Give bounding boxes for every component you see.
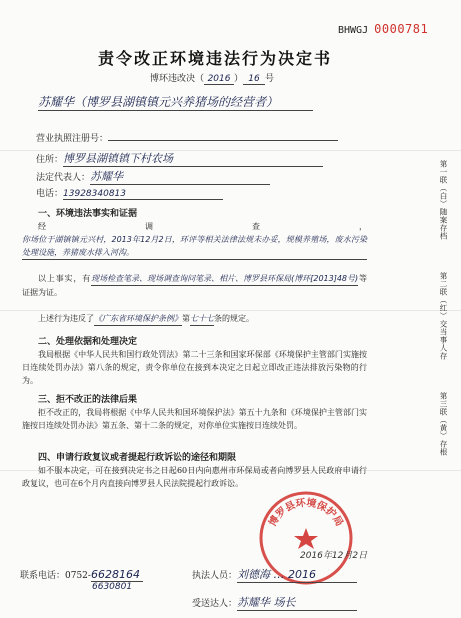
section-3-heading: 三、拒不改正的法律后果	[38, 395, 138, 405]
facts-text: 你场位于湖镇镇元兴村，2013年12月2日，环评等相关法律法规未办妥，规模养殖场，废水污染处理设施，养猪废水排入河沟。	[22, 233, 367, 260]
violation-article: 七十七	[190, 312, 214, 326]
recipient-row	[192, 594, 357, 611]
contact-phone	[20, 568, 143, 582]
serial-digits: 0000781	[374, 22, 429, 36]
phone-value: 13928340813	[63, 189, 223, 200]
violation-law: 《广东省环境保护条例》	[94, 312, 182, 326]
section-2-heading: 二、处理依据和处理决定	[38, 337, 138, 347]
license-row	[36, 131, 338, 144]
evidence-end: 等证据为证。	[22, 274, 368, 297]
violation-end: 条的规定。	[214, 314, 254, 323]
serial-prefix: BHWGJ	[338, 25, 369, 36]
doc-no-year: 2016	[204, 74, 234, 85]
violation-start: 上述行为违反了	[38, 314, 94, 323]
contact-label: 联系电话：0752-	[20, 571, 91, 581]
representative-value: 苏耀华	[90, 168, 270, 185]
recipient-label: 受送达人：	[192, 599, 238, 609]
address-row	[36, 150, 323, 167]
address-value: 博罗县湖镇镇下村农场	[63, 150, 323, 167]
doc-no-mid: ）	[234, 74, 244, 84]
seal-date: 2016年12月2日	[300, 551, 368, 561]
doc-no-suffix: 号	[265, 74, 275, 84]
section-4-text	[22, 464, 367, 490]
side-copy-2: 第二联（红）交当事人存	[439, 272, 448, 360]
executor-row	[192, 566, 357, 583]
phone-label: 电话：	[36, 189, 64, 199]
section-1-violation	[22, 312, 367, 326]
section-4-heading: 四、申请行政复议或者提起行政诉讼的途径和期限	[38, 453, 237, 463]
facts-label: 经调查，	[38, 222, 367, 231]
section-4-body: 如不服本决定，可在接到决定书之日起60日内向惠州市环保局或者向博罗县人民政府申请行政复议，也可在6个月内直接向博罗县人民法院提起行政诉讼。	[22, 466, 367, 488]
side-copy-1: 第一联（白）随案存档	[439, 160, 448, 240]
serial-number	[338, 22, 428, 36]
violation-mid: 第	[182, 314, 190, 323]
license-label: 营业执照注册号：	[36, 134, 109, 144]
section-1-heading: 一、环境违法事实和证据	[38, 209, 138, 219]
contact-phone-1: 6628164	[91, 568, 143, 582]
section-2-body: 我局根据《中华人民共和国行政处罚法》第二十三条和国家环保部《环境保护主管部门实施按日连续处罚办法》第八条的规定，责令你单位在接到本决定之日起立即改正违法排放污染物的行为。	[22, 350, 367, 385]
contact-phone-2: 6630801	[92, 582, 133, 592]
address-label: 住所：	[36, 155, 64, 165]
section-1-evidence	[22, 272, 367, 299]
executor-signature: 刘德海 … 2016	[237, 566, 357, 583]
evidence-text: 现场检查笔录、现场调查询问笔录、相片、博罗县环保局(博环[2013]48号)	[91, 272, 358, 286]
representative-label: 法定代表人：	[36, 173, 91, 183]
side-copy-3: 第三联（黄）存根	[439, 392, 448, 456]
section-1-facts	[22, 220, 367, 260]
doc-no-num: 16	[243, 74, 265, 85]
phone-row	[36, 186, 223, 200]
doc-no-prefix: 博环违改决（	[150, 74, 205, 84]
seal-text: 博罗县环境保护局	[267, 497, 345, 529]
license-value	[108, 140, 338, 141]
party-name: 苏耀华（博罗县湖镇镇元兴养猪场的经营者）	[38, 93, 313, 111]
representative-row	[36, 168, 270, 185]
document-title: 责令改正环境违法行为决定书	[97, 49, 332, 68]
svg-text:博罗县环境保护局	[266, 496, 347, 529]
document-number	[150, 71, 274, 85]
section-3-text	[22, 406, 367, 432]
executor-label: 执法人员：	[192, 571, 238, 581]
section-3-body: 拒不改正的，我局将根据《中华人民共和国环境保护法》第五十九条和《环境保护主管部门实施按日连续处罚办法》第五条、第十二条的规定，对你单位实施按日连续处罚。	[22, 408, 367, 430]
evidence-label: 以上事实，有	[38, 274, 92, 283]
recipient-signature: 苏耀华 场长	[237, 594, 357, 611]
section-2-text	[22, 348, 367, 387]
